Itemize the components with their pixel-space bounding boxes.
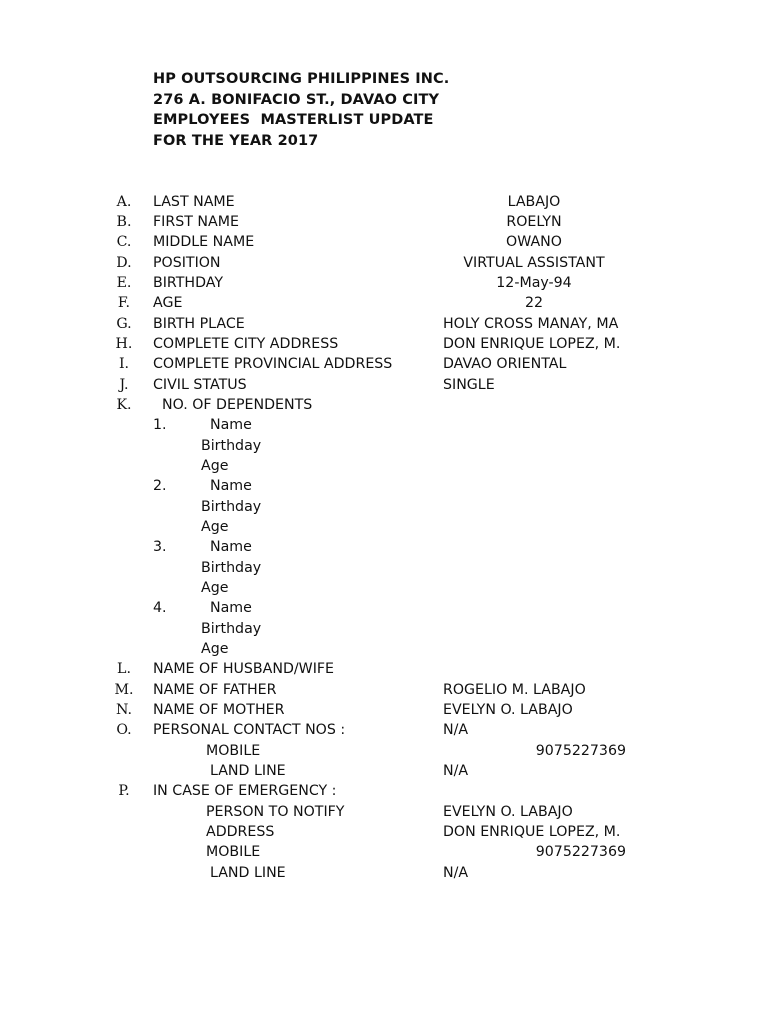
emergency-address-row xyxy=(0,822,768,842)
dependent-birthday-label: Birthday xyxy=(201,560,262,576)
field-label: FIRST NAME xyxy=(153,214,239,230)
field-row-position xyxy=(0,253,768,273)
field-row-spouse xyxy=(0,659,768,679)
contact-mobile-row xyxy=(0,741,768,761)
emergency-landline-value: N/A xyxy=(443,865,469,881)
field-row-father xyxy=(0,680,768,700)
company-address: 276 A. BONIFACIO ST., DAVAO CITY xyxy=(153,91,440,108)
field-value: LABAJO xyxy=(507,194,561,210)
field-row-mother xyxy=(0,700,768,720)
field-row-age xyxy=(0,293,768,313)
field-value: OWANO xyxy=(506,234,562,250)
field-label: LAST NAME xyxy=(153,194,235,210)
dependent-4-birthday-row xyxy=(0,619,768,639)
field-value: ROELYN xyxy=(506,214,562,230)
dependent-number: 3. xyxy=(153,539,167,555)
field-letter: A. xyxy=(116,194,132,210)
field-label: POSITION xyxy=(153,255,221,271)
field-label: COMPLETE CITY ADDRESS xyxy=(153,336,339,352)
field-label: BIRTHDAY xyxy=(153,275,224,291)
field-label: AGE xyxy=(153,295,183,311)
field-label: NAME OF HUSBAND/WIFE xyxy=(153,661,335,677)
field-row-middle-name xyxy=(0,232,768,252)
field-label: COMPLETE PROVINCIAL ADDRESS xyxy=(153,356,393,372)
contact-mobile-value: 9075227369 xyxy=(535,743,626,759)
dependent-3-age-row xyxy=(0,578,768,598)
emergency-mobile-label: MOBILE xyxy=(206,844,261,860)
emergency-landline-row xyxy=(0,863,768,883)
field-letter: N. xyxy=(115,702,132,718)
field-label: MIDDLE NAME xyxy=(153,234,255,250)
emergency-mobile-value: 9075227369 xyxy=(535,844,626,860)
contact-landline-value: N/A xyxy=(443,763,469,779)
field-letter: I. xyxy=(118,356,130,372)
field-value: EVELYN O. LABAJO xyxy=(443,702,573,718)
dependent-4-age-row xyxy=(0,639,768,659)
emergency-landline-label: LAND LINE xyxy=(210,865,286,881)
document-title: EMPLOYEES MASTERLIST UPDATE xyxy=(153,112,434,128)
field-value: HOLY CROSS MANAY, MA xyxy=(443,316,619,332)
field-value: 12-May-94 xyxy=(496,275,572,291)
company-name: HP OUTSOURCING PHILIPPINES INC. xyxy=(153,71,450,87)
dependent-age-label: Age xyxy=(201,519,229,535)
dependent-number: 4. xyxy=(153,600,167,616)
dependent-name-label: Name xyxy=(210,478,252,494)
emergency-mobile-row xyxy=(0,842,768,862)
field-row-first-name xyxy=(0,212,768,232)
field-letter: L. xyxy=(117,661,131,677)
dependent-2-birthday-row xyxy=(0,497,768,517)
dependent-name-label: Name xyxy=(210,600,252,616)
field-value: DON ENRIQUE LOPEZ, M. xyxy=(443,336,621,352)
field-letter: H. xyxy=(115,336,133,352)
dependent-1-name-row xyxy=(0,415,768,435)
dependent-1-age-row xyxy=(0,456,768,476)
emergency-address-label: ADDRESS xyxy=(206,824,275,840)
field-letter: P. xyxy=(118,783,130,799)
field-row-dependents xyxy=(0,395,768,415)
field-value: N/A xyxy=(443,722,469,738)
field-row-civil-status xyxy=(0,375,768,395)
field-letter: G. xyxy=(116,316,132,332)
dependent-3-birthday-row xyxy=(0,558,768,578)
dependent-name-label: Name xyxy=(210,417,252,433)
emergency-person-label: PERSON TO NOTIFY xyxy=(206,804,345,820)
field-value: DAVAO ORIENTAL xyxy=(443,356,567,372)
field-row-emergency xyxy=(0,781,768,801)
field-row-city-address xyxy=(0,334,768,354)
field-value: SINGLE xyxy=(443,377,495,393)
field-letter: M. xyxy=(114,682,134,698)
field-label: CIVIL STATUS xyxy=(153,377,247,393)
dependent-age-label: Age xyxy=(201,580,229,596)
field-value: 22 xyxy=(524,295,544,311)
emergency-person-value: EVELYN O. LABAJO xyxy=(443,804,573,820)
field-row-birth-place xyxy=(0,314,768,334)
field-value: ROGELIO M. LABAJO xyxy=(443,682,586,698)
dependent-birthday-label: Birthday xyxy=(201,499,262,515)
dependent-name-label: Name xyxy=(210,539,252,555)
document-header xyxy=(153,69,449,151)
contact-mobile-label: MOBILE xyxy=(206,743,261,759)
dependent-3-name-row xyxy=(0,537,768,557)
dependent-1-birthday-row xyxy=(0,436,768,456)
emergency-address-value: DON ENRIQUE LOPEZ, M. xyxy=(443,824,621,840)
contact-landline-row xyxy=(0,761,768,781)
field-label: PERSONAL CONTACT NOS : xyxy=(153,722,346,738)
field-label: NAME OF FATHER xyxy=(153,682,277,698)
dependent-number: 1. xyxy=(153,417,167,433)
field-letter: B. xyxy=(116,214,132,230)
emergency-person-row xyxy=(0,802,768,822)
dependent-birthday-label: Birthday xyxy=(201,621,262,637)
dependent-number: 2. xyxy=(153,478,167,494)
field-letter: F. xyxy=(117,295,131,311)
field-label: NAME OF MOTHER xyxy=(153,702,285,718)
field-label: IN CASE OF EMERGENCY : xyxy=(153,783,337,799)
field-row-provincial-address xyxy=(0,354,768,374)
field-letter: E. xyxy=(116,275,132,291)
field-letter: J. xyxy=(119,377,129,393)
field-label: BIRTH PLACE xyxy=(153,316,245,332)
field-letter: O. xyxy=(116,722,132,738)
field-letter: C. xyxy=(116,234,132,250)
contact-landline-label: LAND LINE xyxy=(210,763,286,779)
dependent-2-name-row xyxy=(0,476,768,496)
field-value: VIRTUAL ASSISTANT xyxy=(463,255,605,271)
field-letter: K. xyxy=(116,397,132,413)
document-year: FOR THE YEAR 2017 xyxy=(153,132,319,149)
field-row-birthday xyxy=(0,273,768,293)
field-row-contact xyxy=(0,720,768,740)
field-label: NO. OF DEPENDENTS xyxy=(162,397,313,413)
dependent-age-label: Age xyxy=(201,458,229,474)
field-row-last-name xyxy=(0,192,768,212)
dependent-4-name-row xyxy=(0,598,768,618)
dependent-2-age-row xyxy=(0,517,768,537)
dependent-age-label: Age xyxy=(201,641,229,657)
dependent-birthday-label: Birthday xyxy=(201,438,262,454)
field-letter: D. xyxy=(116,255,132,271)
